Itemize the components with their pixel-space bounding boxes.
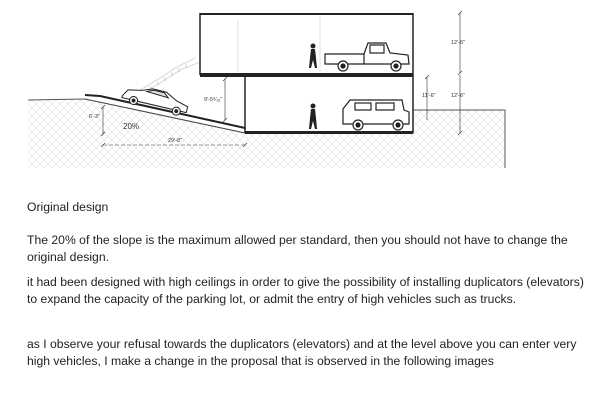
ramp-rise-label: 6'-3" [89, 114, 100, 120]
paragraph-proposal-change: as I observe your refusal towards the duplicators (elevators) and at the level above you can enter very high vehicles, I make a change in the proposal that is observed in the following images [27, 337, 577, 368]
paragraph-slope: The 20% of the slope is the maximum allowed per standard, then you should not have to change the original design. [27, 233, 568, 264]
lower-floor-height-label: 12'-6" [451, 93, 466, 99]
stair-outline [140, 58, 200, 92]
slope-percent-label: 20% [123, 122, 140, 131]
upper-floor-height-label: 12'-6" [451, 40, 466, 46]
parking-section-drawing [0, 0, 600, 190]
person-lower-icon [309, 104, 317, 130]
section-heading: Original design [27, 200, 109, 214]
jeep-icon [343, 100, 409, 130]
level-drop-label: 9'-5⁹⁄₁₆" [204, 97, 223, 103]
paragraph-ceilings: it had been designed with high ceilings in order to give the possibility of installing duplicators (elevators) to expand the capacity of the parking lot, or admit the entry of high vehicles such as trucks. [27, 275, 584, 306]
ramp-length-label: 29'-8" [168, 138, 183, 144]
person-upper-icon [309, 44, 317, 69]
ground-offset-label: 11'-6" [422, 93, 436, 99]
pickup-truck-icon [325, 43, 409, 71]
